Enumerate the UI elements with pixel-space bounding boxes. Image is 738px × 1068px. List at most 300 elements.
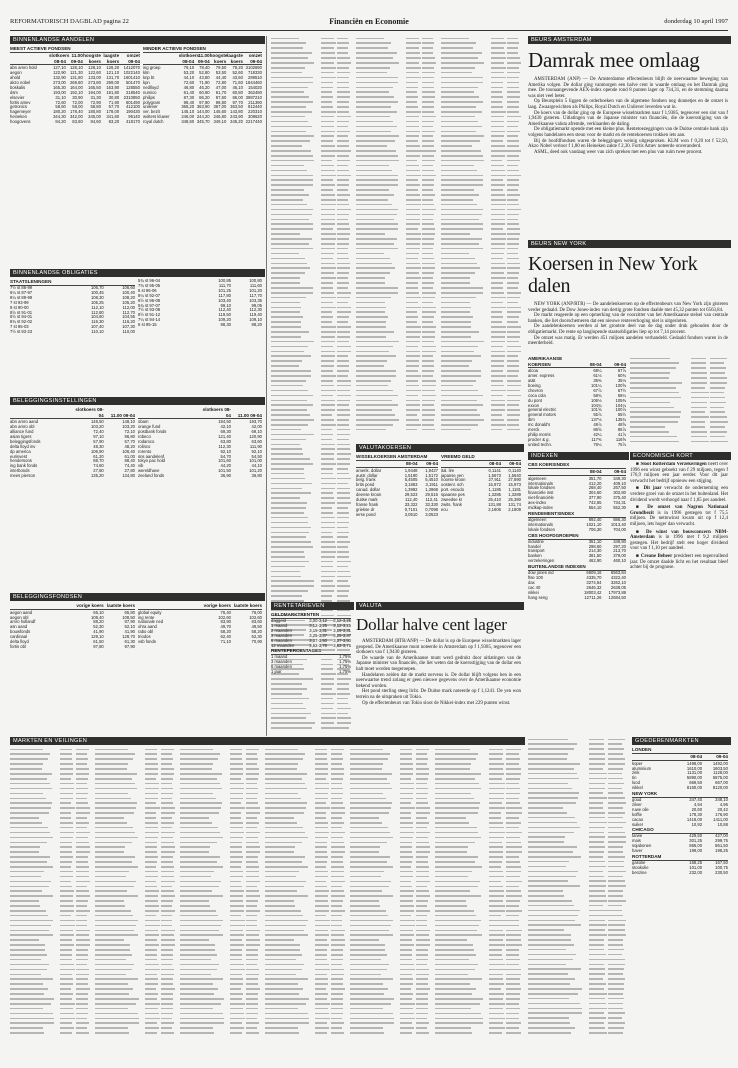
row-value: 10,88 <box>717 821 728 827</box>
row-label: interbonds <box>10 468 30 474</box>
table-subheader: GELDMARKTRENTEN <box>271 612 351 619</box>
row-label: midkap-index <box>528 505 553 511</box>
row-value: 8160,00 <box>686 785 703 791</box>
row-value: 76¼ <box>593 441 602 446</box>
row-value: 1601410 <box>123 75 140 80</box>
table-subheader: LONDEN <box>632 747 728 754</box>
small-print-line <box>180 1031 260 1036</box>
row-label: 6 st 96-06 <box>138 287 157 293</box>
row-label: zwits. frank <box>441 501 462 507</box>
economisch-kort-items <box>630 462 728 732</box>
row-value: 52,10 <box>124 624 135 630</box>
row-value: 43,60 <box>232 75 243 80</box>
row-label: mees pierson <box>10 473 36 479</box>
row-value: 0,1141 <box>488 467 501 473</box>
row-value: 1,75% <box>339 664 351 670</box>
column-header-cell: 11.00 09-04 <box>197 53 210 64</box>
row-value: 116,20 <box>122 319 135 325</box>
article-paragraph: AMSTERDAM (ANP) — De Amsterdamse effectenbeurs blijft de neerwaartse beweging van Amerika volgen. De dollar ging vanmorgen een halve cent in waarde omlaag en het Damrak ging mee. De toonaangevende AEX-index opende rond 8 punten lager op 734,31, en de stemming daarna was niet veel beter. <box>528 77 728 99</box>
row-value: 10,92 <box>691 821 703 827</box>
row-value: 211390 <box>248 99 262 105</box>
row-label: aegon aand <box>10 609 33 615</box>
row-label: nikkel <box>632 785 643 791</box>
row-value: 131,70 <box>106 75 120 80</box>
row-value: 99,05 <box>251 302 262 308</box>
section-header-beleggingsinstellingen: BELEGGINGSINSTELLINGEN <box>10 397 265 405</box>
news-item <box>630 462 728 484</box>
section-header-obligaties: BINNENLANDSE OBLIGATIES <box>10 269 265 277</box>
markten-kolom-1 <box>10 747 90 1039</box>
row-value: 131,88 <box>488 501 501 507</box>
row-value: 106,60 <box>122 285 135 290</box>
row-value: 1,5640 <box>508 472 521 478</box>
row-value: 76,40 <box>220 609 231 615</box>
row-label: ecu <box>441 506 448 512</box>
row-value: 0,7101 <box>404 506 418 512</box>
row-label: delta lloyd <box>10 639 29 645</box>
row-value: 1411,00 <box>713 816 728 822</box>
row-value: 180,80 <box>88 109 101 115</box>
row-label: banken <box>528 553 542 559</box>
row-value: 42¼ <box>593 431 602 437</box>
row-value: 100,80 <box>249 279 262 283</box>
row-value: 61,70 <box>215 89 227 95</box>
obligaties-table-2 <box>138 279 262 393</box>
row-value: 133,00 <box>88 75 101 80</box>
row-value: 194,00 <box>88 89 101 95</box>
row-value: 3,1911 <box>425 482 438 488</box>
row-value: 213,70 <box>613 548 626 554</box>
table-subheader: VREEMD GELD <box>441 454 521 461</box>
vreemd-geld-table <box>441 454 521 594</box>
table-subheader: CHICAGO <box>632 827 728 834</box>
row-value: 230,50 <box>715 869 728 875</box>
row-value: 3,12-3,25 <box>333 618 351 623</box>
row-value: 246,80 <box>213 114 227 120</box>
row-value: 1,75% <box>339 669 351 675</box>
table-column-header <box>138 407 262 419</box>
row-value: 106,70 <box>90 285 104 290</box>
row-value: 273,00 <box>53 79 66 85</box>
row-label: 12 maanden <box>271 642 295 648</box>
row-label: fortis amev <box>10 99 31 105</box>
row-value: 3,37-3,50 <box>309 637 327 643</box>
row-value: 3262,10 <box>610 580 626 585</box>
row-value: 84,60 <box>90 119 101 125</box>
row-value: 44,20 <box>220 463 231 469</box>
row-value: 101,20 <box>249 468 262 474</box>
article-paragraph: NEW YORK (ANP/RTR) — De aandelenkoersen op de effectenbeurs van New York zijn gisteren verder gedaald. De Dow Jones-index van dertig grote fondsen daalde met 45,32 punten tot 6563,84. <box>528 302 728 313</box>
row-value: 128,70 <box>122 634 135 640</box>
row-value: 58,20 <box>220 629 231 635</box>
row-label: united techn. <box>528 441 552 446</box>
column-header-cell: omzet 09-04 <box>126 53 140 64</box>
aandelen-table <box>10 46 140 252</box>
row-value: 377,90 <box>588 495 602 501</box>
article-newyork <box>528 250 728 350</box>
row-label: ahold <box>10 75 21 80</box>
small-print-line <box>441 427 521 432</box>
row-label: internationals <box>528 480 553 486</box>
headline-dollar: Dollar halve cent lager <box>356 615 507 634</box>
row-value: 3,37-3,50 <box>333 637 351 643</box>
row-value: 3,19-3,31 <box>309 627 327 633</box>
row-value: 48,20 <box>124 443 135 449</box>
column-header-cell: AMERIKAANSE KOERSEN <box>528 356 563 367</box>
row-value: 552,30 <box>613 505 626 511</box>
row-value: 57,70 <box>108 104 120 110</box>
row-value: 101,25 <box>218 287 231 293</box>
row-value: 72,40 <box>93 429 104 434</box>
column-header-cell: slotkoers 08-04 <box>75 407 104 418</box>
row-value: 892,40 <box>588 516 602 522</box>
table-column-header <box>10 53 140 65</box>
masthead <box>10 14 728 31</box>
row-value: 194,50 <box>218 419 231 425</box>
row-value: 92,10 <box>251 448 262 454</box>
row-label: mc donald's <box>528 422 551 428</box>
row-value: 243,90 <box>230 114 243 120</box>
table-column-header <box>528 469 626 476</box>
row-value: 1844460 <box>245 79 262 85</box>
row-value: 111,60 <box>249 282 262 288</box>
row-value: 88,40 <box>124 458 135 464</box>
row-value: 36,80 <box>251 473 262 479</box>
news-item-lead: ■ De omzet van Nagron Nationaal Grondbezit <box>630 505 728 516</box>
row-value: 67⅞ <box>617 368 626 374</box>
row-label: goud <box>632 797 642 803</box>
news-item-lead: ■ Dit jaar <box>636 486 665 492</box>
amerikaanse-koersen-vervolg <box>630 356 728 446</box>
koerslijst-kolom-3 <box>441 36 521 436</box>
row-value: 109,10 <box>249 317 262 323</box>
row-value: 363,90 <box>196 104 210 110</box>
row-value: 167,50 <box>715 860 728 866</box>
row-value: 30,80 <box>108 94 120 100</box>
row-label: abn amro aand <box>10 419 39 425</box>
row-label: fortis obl <box>10 643 26 649</box>
row-label: cardinaal <box>10 634 27 640</box>
row-value: 103,20 <box>90 424 104 430</box>
row-label: general motors <box>528 412 556 418</box>
row-label: alcoa <box>528 368 539 374</box>
table-column-header <box>10 407 135 419</box>
row-value: 69,10 <box>251 429 262 434</box>
column-header-cell: laatste koers <box>106 603 135 608</box>
row-value: 348,60 <box>181 119 195 125</box>
row-value: 72,10 <box>124 429 135 434</box>
row-label: tokyo pac hold <box>138 458 166 464</box>
row-value: 342,00 <box>69 114 83 120</box>
row-value: 6609,16 <box>586 570 602 576</box>
row-value: 409,10 <box>613 480 626 486</box>
article-paragraph: ASML, deed ook vandaag weer van zich spreken met een plus van ruim twee procent. <box>534 149 703 155</box>
row-value: 3274,54 <box>586 580 602 585</box>
row-value: 268,40 <box>588 485 602 491</box>
row-value: 108,30 <box>90 294 104 300</box>
row-value: 273,80 <box>88 79 101 85</box>
row-value: 412,20 <box>588 480 602 486</box>
news-item <box>630 486 728 503</box>
row-value: 0,1140 <box>508 467 521 473</box>
row-value: 63,80 <box>220 438 231 444</box>
row-value: 83,20 <box>108 119 120 125</box>
row-value: 101⅝ <box>591 407 602 413</box>
row-label: boskalis <box>10 84 26 90</box>
table-subheader: MEEST ACTIEVE FONDSEN <box>10 46 140 53</box>
row-value: 199,00 <box>689 848 703 854</box>
row-value: 412100 <box>125 104 140 110</box>
row-value: 44,40 <box>215 75 227 80</box>
column-header-cell: 08-04 <box>589 469 602 474</box>
row-value: 178,40 <box>69 109 83 115</box>
row-value: 706,30 <box>588 526 602 532</box>
row-label: dsm <box>10 89 18 95</box>
row-value: 734,31 <box>613 500 626 506</box>
row-value: 886,30 <box>613 516 626 522</box>
row-value: 347,40 <box>689 797 703 803</box>
row-value: 267,50 <box>613 485 626 491</box>
row-value: 5875,00 <box>712 775 728 781</box>
table-row <box>10 120 140 125</box>
row-label: 6 maanden <box>271 637 292 643</box>
row-value: 1,3982 <box>404 487 418 493</box>
row-label: hoogovens <box>10 119 31 125</box>
row-value: 49,70 <box>220 624 231 630</box>
small-print-line <box>630 439 728 444</box>
row-value: 86,20 <box>199 94 210 100</box>
table-row <box>138 323 262 328</box>
row-value: 100⅝ <box>615 382 626 388</box>
row-value: 106,90 <box>90 448 104 454</box>
row-label: niet-financiële <box>528 495 554 501</box>
row-label: akzo nobel <box>10 79 31 85</box>
row-value: 48,30 <box>93 443 104 449</box>
row-value: 112,80 <box>91 309 104 315</box>
section-header-beurs-newyork: BEURS NEW YORK <box>528 240 731 248</box>
row-value: 101,60 <box>218 458 231 464</box>
row-value: 165,30 <box>53 84 66 90</box>
row-value: 117,80 <box>218 292 231 298</box>
row-value: 137⅛ <box>591 417 602 423</box>
row-value: 1,75% <box>339 659 351 665</box>
column-header-cell: 08-04 <box>690 754 703 759</box>
row-label: nikkei <box>528 589 539 595</box>
row-value: 65,80 <box>124 609 135 615</box>
row-value: 74,60 <box>93 463 104 469</box>
row-label: rabo obl <box>138 629 154 635</box>
row-value: 100⅞ <box>615 407 626 413</box>
row-value: 76,00 <box>251 609 262 615</box>
row-value: 58¾ <box>593 392 602 398</box>
row-value: 1,3968 <box>425 487 438 493</box>
table-subheader: MINDER ACTIEVE FONDSEN <box>143 46 262 53</box>
row-value: 246,00 <box>181 114 195 120</box>
row-label: 1 maand <box>271 622 288 628</box>
row-label: nationale ned <box>138 619 164 625</box>
article-paragraph: De markt reageerde op een opmerking van de voorzitter van het Amerikaanse stelsel van centrale banken, die liet doorschemeren dat een nieuwe renteverhoging niet is uitgesloten. <box>528 313 728 324</box>
row-value: 4335,70 <box>586 575 602 581</box>
row-label: dax <box>528 580 535 585</box>
table-subheader: WISSELKOERSEN AMSTERDAM <box>356 454 438 461</box>
row-value: 101,00 <box>249 458 262 464</box>
article-body-dollar <box>356 639 521 706</box>
row-label: 5¾ st 97-07 <box>138 302 161 308</box>
row-value: 429,50 <box>689 833 703 839</box>
row-value: 58,60 <box>55 104 66 110</box>
row-value: 52,30 <box>93 624 104 630</box>
row-value: 3,00-3,12 <box>309 618 327 623</box>
table-column-header <box>356 461 438 468</box>
row-value: 866,00 <box>689 843 703 849</box>
row-value: 1,5190 <box>404 472 418 478</box>
row-label: general electric <box>528 407 557 413</box>
row-value: 3,12-3,25 <box>309 622 327 628</box>
article-paragraph: Bij de hoofdfondsen waren de beleggingen weinig uitgesproken. KLM won f 0,20 tot f 52,50, Akzo Nobel verloor f 1,80 en Heineken zakte f 2,30. Fortis Amev noteerde onveranderd. <box>528 138 728 150</box>
row-label: exxon <box>528 402 540 408</box>
row-value: 83,60 <box>72 119 83 125</box>
row-value: 349,30 <box>613 475 626 481</box>
row-value: 71,60 <box>232 79 243 85</box>
row-value: 718330 <box>247 70 262 76</box>
row-value: 107,30 <box>122 324 135 330</box>
row-value: 501470 <box>125 79 140 85</box>
row-value: 112,41 <box>425 497 438 503</box>
row-value: 83,60 <box>251 619 262 625</box>
table-row <box>632 871 728 876</box>
row-label: amer. express <box>528 373 555 379</box>
row-label: ing groep <box>143 65 161 71</box>
table-subheader: RENTEPERCENTAGES <box>271 648 351 655</box>
row-label: delta lloyd inv <box>10 443 36 449</box>
row-value: 1013,40 <box>610 521 626 527</box>
row-label: 8½ st 91-01 <box>10 309 33 315</box>
news-item-text: is in 1996 met f 9,2 miljoen gestegen. Het bedrijf stelt een hoger dividend voor van f 1,10 per aandeel. <box>630 535 728 552</box>
row-value: 269,80 <box>69 79 83 85</box>
row-label: aegon <box>10 70 22 76</box>
row-label: lokale fondsen <box>528 526 556 532</box>
issue-date: donderdag 10 april 1997 <box>664 18 728 25</box>
row-label: franse frank <box>356 501 379 507</box>
row-value: 108,20 <box>122 294 135 300</box>
row-value: 341,60 <box>106 114 120 120</box>
markten-kolom-6 <box>435 747 522 1039</box>
row-value: 112,70 <box>122 309 135 315</box>
row-value: 121,10 <box>106 70 120 76</box>
row-label: du pont <box>528 397 542 403</box>
row-label: vsb fonds <box>138 639 156 645</box>
row-value: 79,50 <box>215 65 227 71</box>
row-value: 88,20 <box>93 619 104 625</box>
row-value: 2310850 <box>123 94 140 100</box>
row-label: ftse 100 <box>528 575 543 581</box>
row-label: brits pond <box>356 482 375 488</box>
row-value: 104,60 <box>90 314 104 320</box>
row-value: 63,60 <box>251 438 262 444</box>
row-value: 348,80 <box>613 538 626 544</box>
row-value: 144,00 <box>196 109 210 115</box>
column-header-cell: hoogste koers <box>209 53 228 64</box>
row-value: 92,10 <box>220 448 231 454</box>
row-value: 25,380 <box>508 497 521 503</box>
row-value: 111,90 <box>249 443 262 449</box>
row-value: 100,45 <box>90 289 104 295</box>
row-label: bouwfonds <box>10 629 31 635</box>
news-item-lead: ■ Creane Beheer <box>636 553 674 559</box>
row-value: 58,80 <box>90 104 101 110</box>
column-header-cell: vorige koers <box>76 603 104 608</box>
row-value: 3102690 <box>245 65 262 71</box>
row-value: 74,40 <box>124 463 135 469</box>
row-value: 100,40 <box>122 289 135 295</box>
table-row <box>441 508 521 513</box>
row-value: 101,20 <box>249 287 262 293</box>
headline-damrak: Damrak mee omlaag <box>528 48 700 72</box>
table-row <box>10 330 135 335</box>
row-value: 96,80 <box>124 433 135 439</box>
row-value: 72,60 <box>55 99 66 105</box>
row-value: 4,94 <box>693 801 703 807</box>
aandelen-minder-table <box>143 46 262 252</box>
row-value: 363,50 <box>230 104 243 110</box>
row-label: 3 maanden <box>271 632 292 638</box>
row-label: coca cola <box>528 392 546 398</box>
row-label: procter & g. <box>528 436 550 442</box>
row-value: 2638,05 <box>610 584 626 590</box>
column-header-cell: laatste koers <box>233 603 262 608</box>
row-value: 669,50 <box>689 780 703 786</box>
row-label: lood <box>632 780 640 786</box>
row-value: 192,10 <box>69 89 83 95</box>
row-value: 190430 <box>125 109 140 115</box>
rentetarieven-table <box>271 612 351 732</box>
row-label: verzekeringen <box>528 558 555 564</box>
row-value: 15,972 <box>488 482 501 488</box>
row-value: 1,1185 <box>488 487 501 493</box>
row-label: spaanse pes <box>441 492 465 498</box>
row-value: 95140 <box>128 114 140 120</box>
row-label: merck <box>528 427 540 433</box>
row-value: 121,30 <box>69 70 83 76</box>
row-label: philips <box>143 94 155 100</box>
row-value: 134,80 <box>122 473 135 479</box>
column-header-cell: 11.00 09-04 <box>110 412 135 418</box>
row-value: 742,65 <box>588 500 602 506</box>
row-label: ohra aand <box>138 624 157 630</box>
row-label: griekse dr <box>356 506 375 512</box>
column-header-cell: 09-04 <box>614 469 626 474</box>
row-label: philip morris <box>528 431 551 437</box>
row-label: global equity <box>138 609 162 615</box>
news-item <box>630 505 728 527</box>
row-label: wolters kluwer <box>143 114 170 120</box>
row-value: 667,00 <box>715 780 728 786</box>
row-value: 41⅞ <box>617 431 626 437</box>
row-value: 218540 <box>125 89 140 95</box>
row-value: 269,00 <box>106 79 120 85</box>
row-value: 2646,32 <box>586 584 602 590</box>
row-value: 351,10 <box>588 538 602 544</box>
table-row <box>10 474 135 479</box>
row-value: 178,30 <box>689 811 703 817</box>
row-value: 301,25 <box>689 838 703 844</box>
row-value: 71,90 <box>199 79 210 85</box>
row-value: 244,20 <box>196 114 210 120</box>
row-label: 7 st 93-99 <box>10 299 29 305</box>
table-row <box>528 443 626 446</box>
row-value: 98,40 <box>183 99 195 105</box>
row-value: 87,30 <box>183 94 195 100</box>
